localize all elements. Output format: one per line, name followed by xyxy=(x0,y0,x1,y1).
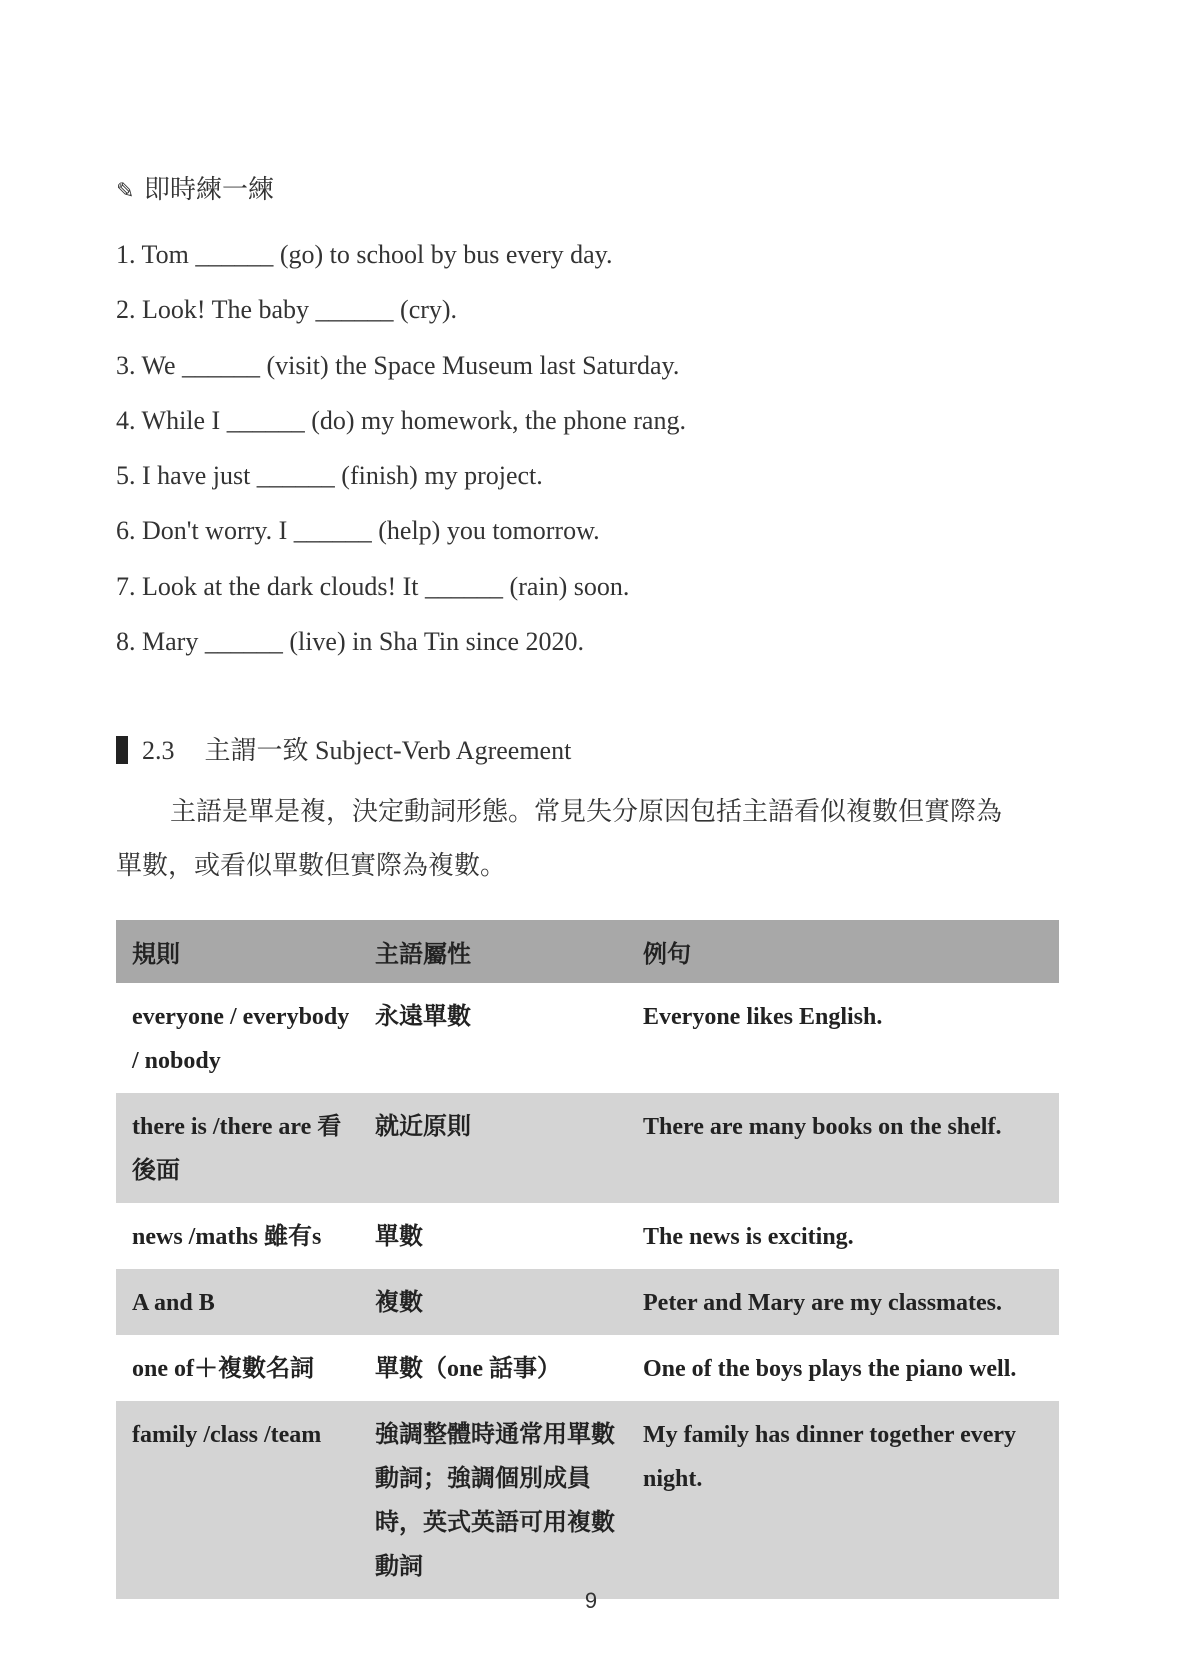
table-row xyxy=(116,1269,1059,1335)
exercise-item: 8. Mary ______ (live) in Sha Tin since 2020. xyxy=(116,627,584,657)
table-row xyxy=(116,1093,1059,1203)
exercise-item: 2. Look! The baby ______ (cry). xyxy=(116,295,458,325)
exercise-item: 5. I have just ______ (finish) my project. xyxy=(116,461,543,491)
exercise-item: 6. Don't worry. I ______ (help) you tomorrow. xyxy=(116,516,600,546)
subject-type-cell: 複數 xyxy=(359,1269,627,1335)
exercise-list xyxy=(116,227,686,669)
pencil-icon: ✎ xyxy=(116,178,135,203)
practice-title: 即時練一練 xyxy=(144,175,275,204)
exercise-item: 3. We ______ (visit) the Space Museum last Saturday. xyxy=(116,350,680,380)
header-example: 例句 xyxy=(627,920,1059,983)
subject-type-cell: 永遠單數 xyxy=(359,983,627,1093)
rule-cell: one of＋複數名詞 xyxy=(116,1335,359,1401)
subject-type-cell: 強調整體時通常用單數動詞；強調個別成員時，英式英語可用複數動詞 xyxy=(359,1401,627,1599)
table-row xyxy=(116,1203,1059,1269)
example-cell: Peter and Mary are my classmates. xyxy=(627,1269,1059,1335)
rule-cell: there is /there are 看後面 xyxy=(116,1093,359,1203)
intro-line: 主語是單是複，決定動詞形態。常見失分原因包括主語看似複數但實際為 xyxy=(170,797,1003,826)
example-cell: My family has dinner together every night. xyxy=(627,1401,1059,1599)
example-cell: There are many books on the shelf. xyxy=(627,1093,1059,1203)
example-cell: The news is exciting. xyxy=(627,1203,1059,1269)
header-subject-type: 主語屬性 xyxy=(359,920,627,983)
example-cell: One of the boys plays the piano well. xyxy=(627,1335,1059,1401)
practice-heading xyxy=(116,172,274,209)
exercise-item: 4. While I ______ (do) my homework, the phone rang. xyxy=(116,405,686,435)
table-header-row xyxy=(116,920,1059,983)
section-title: 主謂一致 Subject-Verb Agreement xyxy=(204,736,572,765)
section-bar-icon xyxy=(116,736,128,764)
rule-cell: family /class /team xyxy=(116,1401,359,1599)
table-row xyxy=(116,983,1059,1093)
section-heading xyxy=(116,733,571,769)
exercise-item: 7. Look at the dark clouds! It ______ (rain) soon. xyxy=(116,571,630,601)
table-row xyxy=(116,1335,1059,1401)
rule-cell: everyone / everybody / nobody xyxy=(116,983,359,1093)
subject-type-cell: 單數 xyxy=(359,1203,627,1269)
exercise-item: 1. Tom ______ (go) to school by bus every day. xyxy=(116,240,613,269)
rule-cell: A and B xyxy=(116,1269,359,1335)
header-rule: 規則 xyxy=(116,920,359,983)
page-number: 9 xyxy=(584,1588,598,1613)
rule-cell: news /maths 雖有s xyxy=(116,1203,359,1269)
agreement-table xyxy=(116,920,1059,1599)
intro-paragraph xyxy=(116,785,1056,893)
subject-type-cell: 就近原則 xyxy=(359,1093,627,1203)
example-cell: Everyone likes English. xyxy=(627,983,1059,1093)
table-row xyxy=(116,1401,1059,1599)
subject-type-cell: 單數（one 話事） xyxy=(359,1335,627,1401)
section-number: 2.3 xyxy=(142,736,175,765)
intro-line: 單數，或看似單數但實際為複數。 xyxy=(116,851,507,880)
